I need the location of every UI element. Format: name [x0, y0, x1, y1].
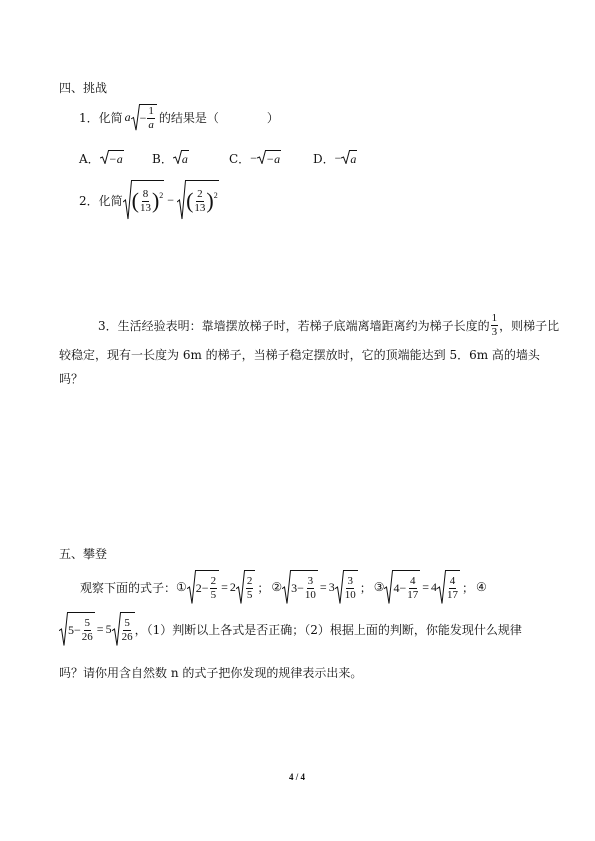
question-1-suffix: 的结果是（ ）: [158, 111, 279, 125]
option-d-expr: a: [350, 152, 357, 166]
formula-mark: ①: [176, 579, 187, 594]
formula-equals: =: [221, 579, 228, 594]
question-1-prefix: 1．化简: [79, 111, 123, 125]
question-1-den: a: [148, 119, 154, 131]
option-a: [79, 150, 124, 167]
question-2-radical-2: ( $\frac{2}{13}$ ) 2: [177, 180, 219, 220]
question-2-minus: −: [167, 192, 175, 207]
formula-left-frac-den: 17: [407, 588, 419, 601]
formula-left-body: [67, 612, 95, 646]
page-number: 4 / 4: [289, 772, 306, 782]
formula-equals: =: [422, 579, 430, 594]
question-3-frac-den: 3: [491, 326, 498, 338]
formula-right-frac: [122, 618, 133, 643]
question-3-line-3: 吗？: [59, 372, 84, 386]
option-a-expr: −a: [108, 152, 123, 166]
formula-right-frac: [447, 576, 458, 601]
question-1-num: 1: [148, 105, 154, 117]
formula-right-frac-num: 2: [246, 574, 253, 587]
formula-left-radical: [282, 570, 318, 604]
formula-right-frac-den: 17: [447, 588, 459, 601]
section-4-title: 四、挑战: [59, 81, 108, 95]
option-c: [229, 150, 281, 167]
option-b: [152, 150, 189, 167]
question-2-f2-den: 13: [194, 201, 206, 214]
formula-mark: ④: [476, 579, 487, 594]
formula-row-1: [176, 570, 487, 604]
formula-left-frac-den: 26: [81, 630, 93, 643]
formula-left-frac-num: 3: [307, 574, 314, 587]
formula-coef: 2: [229, 579, 236, 594]
formula-right-body: [343, 570, 358, 604]
formula-a: 4: [393, 580, 400, 595]
formula-right-frac-den: 26: [121, 630, 133, 643]
question-2-exp-2: 2: [213, 190, 218, 200]
formula-right-frac: [246, 576, 254, 601]
question-1-minus: −: [139, 111, 147, 125]
option-d-label: D．: [313, 152, 335, 166]
formula-right-frac-den: 10: [344, 588, 356, 601]
option-b-label: B．: [152, 152, 173, 166]
question-2-f1-den: 13: [139, 201, 151, 214]
formula-left-frac-num: 5: [84, 616, 91, 629]
question-1-radical: [131, 104, 157, 131]
observe-line-1: [80, 570, 487, 604]
formula-left-radical: [187, 570, 219, 604]
option-a-label: A．: [79, 152, 100, 166]
formula-left-frac: [82, 618, 93, 643]
question-1: [79, 104, 279, 131]
option-d: [313, 150, 357, 167]
formula-right-radical: [335, 570, 358, 604]
formula-left-body: [195, 570, 219, 604]
question-2-prefix: 2．化简: [79, 193, 123, 208]
formula-right-frac: [345, 576, 356, 601]
observe-intro: 观察下面的式子：: [80, 580, 177, 595]
question-3-text-b: ，则梯子比: [499, 319, 560, 333]
formula-separator: ；: [462, 580, 475, 595]
formula-equals: =: [319, 579, 327, 594]
question-2-f1-num: 8: [142, 187, 149, 200]
formula-right-radical: [112, 612, 135, 646]
question-3-line-1: [98, 313, 559, 338]
formula-right-frac-num: 3: [347, 574, 353, 587]
question-2-exp-1: 2: [159, 190, 164, 200]
formula-right-frac-num: 5: [124, 616, 130, 629]
question-3-frac-num: 1: [491, 312, 498, 324]
question-2-radical-1: ( $\frac{8}{13}$ ) 2: [123, 180, 165, 220]
formula-left-body: [290, 570, 318, 604]
question-2-f2-num: 2: [197, 187, 203, 200]
option-d-minus: −: [334, 151, 342, 165]
question-3-line-2: 较稳定，现有一长度为 6m 的梯子，当梯子稳定摆放时，它的顶端能达到 5．6m 高的墙头: [59, 348, 540, 362]
formula-coef: 5: [105, 621, 112, 636]
formula-a: 3: [291, 580, 298, 595]
formula-left-body: [392, 570, 420, 604]
formula-minus: −: [297, 580, 304, 595]
question-2: [79, 180, 219, 220]
formula-right-radical: [236, 570, 256, 604]
formula-item: [59, 612, 135, 646]
formula-left-frac-den: 5: [210, 588, 217, 601]
formula-coef: 3: [328, 579, 335, 594]
formula-right-radical: [437, 570, 460, 604]
formula-a: 2: [195, 580, 202, 595]
formula-row-2: [59, 612, 135, 646]
section-5-title: 五、攀登: [59, 547, 108, 561]
formula-item: [176, 570, 255, 604]
formula-a: 5: [68, 622, 74, 637]
question-1-coef: a: [124, 110, 131, 124]
formula-left-frac-num: 4: [410, 574, 416, 587]
observe-line-2: [59, 612, 522, 646]
observe-line-3: 吗？请你用含自然数 n 的式子把你发现的规律表示出来。: [59, 666, 363, 680]
formula-left-frac: [305, 576, 316, 601]
observe-tail: ，（1）判断以上各式是否正确；（2）根据上面的判断，你能发现什么规律: [134, 622, 522, 637]
formula-item: [271, 570, 357, 604]
formula-separator: ；: [257, 580, 270, 595]
formula-item: [374, 570, 460, 604]
formula-minus: −: [74, 622, 81, 637]
question-3-text-a: 3．生活经验表明：靠墙摆放梯子时，若梯子底端离墙距离约为梯子长度的: [98, 319, 490, 333]
option-c-expr: −a: [265, 152, 281, 166]
formula-minus: −: [201, 580, 209, 595]
formula-left-frac-num: 2: [210, 574, 217, 587]
formula-left-frac: [407, 576, 418, 601]
option-b-expr: a: [181, 152, 188, 166]
formula-left-frac-den: 10: [304, 588, 316, 601]
option-c-label: C．: [229, 152, 251, 166]
option-c-minus: −: [250, 151, 257, 165]
formula-mark: ②: [271, 579, 283, 594]
formula-left-frac: [210, 576, 218, 601]
formula-right-body: [244, 570, 256, 604]
formula-equals: =: [96, 621, 104, 636]
formula-right-frac-num: 4: [449, 574, 456, 587]
formula-minus: −: [399, 580, 407, 595]
formula-mark: ③: [373, 579, 385, 594]
formula-right-frac-den: 5: [246, 588, 253, 601]
formula-right-body: [120, 612, 135, 646]
formula-left-radical: [384, 570, 420, 604]
formula-right-body: [445, 570, 460, 604]
formula-left-radical: [59, 612, 95, 646]
formula-separator: ；: [359, 580, 372, 595]
formula-coef: 4: [431, 579, 438, 594]
